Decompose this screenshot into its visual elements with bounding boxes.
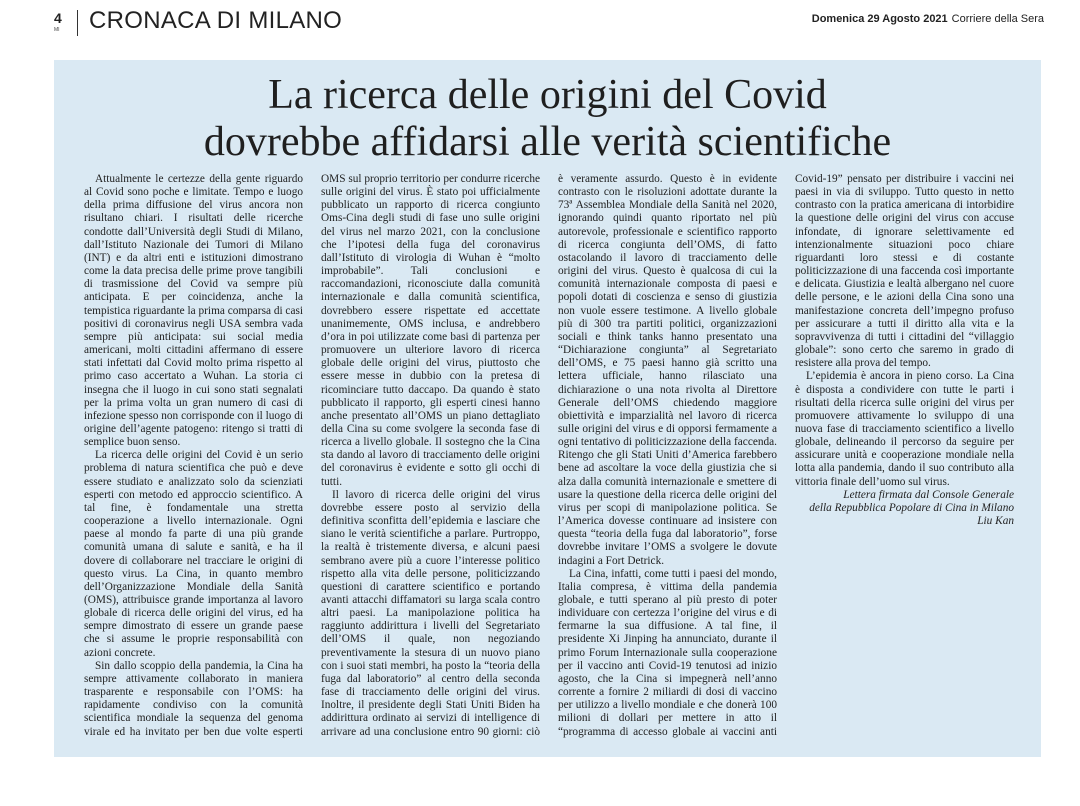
page-number: 4 [54, 10, 62, 26]
header-divider [77, 10, 78, 36]
article-paragraph: La ricerca delle origini del Covid è un serio problema di natura scientifica che può e deve essere studiato e analizzato solo da scienziati esperti con metodo ed approccio scientifico. A tal fine, è fondamentale una stretta cooperazione a livello internazionale. Ogni paese al mondo fa parte di una più grande comunità umana di salute e sanità, e ha il dovere di collaborare nel tracciare le origini di questo virus. La Cina, in quanto membro dell’Organizzazione Mondiale della Sanità (OMS), attribuisce grande importanza al lavoro globale di ricerca delle origini del virus, ed ha sempre dimostrato di essere un grande paese che si assume le proprie responsabilità con azioni concrete. [84, 449, 303, 659]
article-paragraph: Sin dallo scoppio della pandemia, la Cina ha sempre attivamente collaborato in maniera trasparente e responsabile con l’OMS: ha rapidamente condiviso con la comunità scientifica mondiale la sequenza del genoma virale ed ha invitato per ben due volte esperti OMS sul proprio territorio per condurre ricerche sulle origini del virus. È stato poi ufficialmente pubblicato un rapporto di ricerca congiunto Oms-Cina degli studi di fase uno sulle origini del virus nel marzo 2021, con la conclusione che l’ipotesi della fuga del coronavirus dall’Istituto di virologia di Wuhan è “molto improbabile”. Tali conclusioni e raccomandazioni, riconosciute dalla comunità internazionale e dalla comunità scientifica, dovrebbero essere rispettate ed accettate unanimemente, OMS inclusa, e andrebbero d’ora in poi utilizzate come basi di partenza per promuovere un ulteriore lavoro di ricerca globale delle origini del virus, piuttosto che essere messe in dubbio con la pretesa di ricominciare tutto daccapo. Da quando è stato pubblicato il rapporto, gli esperti cinesi hanno anche presentato all’OMS un piano dettagliato della Cina su come svolgere la seconda fase di ricerca a livello globale. Il sostegno che la Cina sta dando al lavoro di tracciamento delle origini del coronavirus è evidente e sotto gli occhi di tutti. [84, 173, 540, 738]
article-signature [795, 489, 1014, 528]
headline-line-2: dovrebbe affidarsi alle verità scientifiche [203, 119, 892, 165]
article-paragraph: Il lavoro di ricerca delle origini del virus dovrebbe essere posto al servizio della definitiva sconfitta dell’epidemia e lasciare che siano le verità scientifiche a parlare. Purtroppo, la realtà è tristemente diversa, e alcuni paesi sembrano avere più a cuore l’interesse politico rispetto alla vita delle persone, politicizzando questioni di carattere scientifico e portando avanti attacchi diffamatori su larga scala contro altri paesi. La manipolazione politica ha raggiunto addirittura i livelli del Segretariato dell’OMS il quale, non negoziando preventivamente la stesura di un nuovo piano con i suoi stati membri, ha posto la “teoria della fuga dal laboratorio” al centro della seconda fase di tracciamento delle origini del virus. Inoltre, il presidente degli Stati Uniti Biden ha addirittura ordinato ai servizi di intelligence di arrivare ad una conclusione entro 90 giorni: ciò è veramente assurdo. Questo è in evidente contrasto con le risoluzioni adottate durante la 73ª Assemblea Mondiale della Sanità nel 2020, ignorando quindi quanto riportato nel più autorevole, professionale e scientifico rapporto di ricerca congiunta dell’OMS, di fatto ostacolando il lavoro di tracciamento delle origini del virus. Questo è qualcosa di cui la comunità internazionale composta di paesi e popoli dotati di coscienza e senso di giustizia non vuole essere testimone. A livello globale più di 300 tra partiti politici, organizzazioni sociali e think tanks hanno presentato una “Dichiarazione congiunta” al Segretariato dell’OMS, e 75 paesi hanno già scritto una lettera ufficiale, hanno rilasciato una dichiarazione o una nota rivolta al Direttore Generale dell’OMS chiedendo maggiore obiettività e imparzialità nel lavoro di ricerca sulle origini del virus e di opporsi fermamente a ogni tentativo di politicizzazione della faccenda. Ritengo che gli Stati Uniti d’America farebbero bene ad ascoltare la voce della giustizia che si alza dalla comunità internazionale e smettere di usare la questione della ricerca delle origini del virus per scopi di manipolazione politica. Se l’America dovesse continuare ad insistere con questa “teoria della fuga dal laboratorio”, forse dovrebbe invitare l’OMS a svolgere le dovute indagini a Fort Detrick. [321, 173, 777, 738]
page-marker: MI [54, 27, 60, 33]
article-body [84, 173, 1014, 749]
signature-line-1: Lettera firmata dal Console Generale [843, 488, 1014, 501]
section-title: CRONACA DI MILANO [89, 7, 343, 34]
article-paragraph: L’epidemia è ancora in pieno corso. La Cina è disposta a condividere con tutte le parti i risultati della ricerca sulle origini del virus per promuovere attivamente lo sviluppo di una nuova fase di tracciamento scientifico a livello globale, delineando il percorso da seguire per assicurare unità e cooperazione mondiale nella lotta alla pandemia, dando il suo contributo alla vittoria finale dell’uomo sul virus. [795, 370, 1014, 488]
signature-line-2: della Repubblica Popolare di Cina in Milano [809, 501, 1014, 514]
article-headline [54, 72, 1041, 166]
article-paragraph: La Cina, infatti, come tutti i paesi del mondo, Italia compresa, è vittima della pandemia globale, e tutti sperano al più presto di poter individuare con certezza l’origine del virus e di fermarne la sua diffusione. A tal fine, il presidente Xi Jinping ha annunciato, durante il primo Forum Internazionale sulla cooperazione per il vaccino anti Covid-19 tenutosi ad inizio agosto, che la Cina si impegnerà nell’anno corrente a fornire 2 miliardi di dosi di vaccino per utilizzo a livello mondiale e che donerà 100 milioni di dollari per mettere in atto il “programma di accesso globale ai vaccini anti Covid-19” pensato per distribuire i vaccini nei paesi in via di sviluppo. Tutto questo in netto contrasto con la pratica americana di intorbidire la questione delle origini del virus con accuse infondate, di ignorare selettivamente ed intenzionalmente situazioni poco chiare riguardanti loro stessi e di costante politicizzazione di una faccenda così importante e delicata. Giustizia e lealtà albergano nel cuore delle persone, e le azioni della Cina sono una manifestazione concreta dell’impegno profuso per assicurare a tutti il diritto alla vita e la sopravvivenza di tutti i cittadini del “villaggio globale”: sono certo che saremo in grado di resistere alla prova del tempo. [558, 173, 1014, 738]
issue-date: Domenica 29 Agosto 2021 [811, 13, 948, 25]
headline-line-1: La ricerca delle origini del Covid [268, 72, 827, 118]
article-paragraph: Attualmente le certezze della gente riguardo al Covid sono poche e limitate. Tempo e luogo della prima diffusione del virus ancora non risultano chiari. I risultati delle ricerche condotte dall’Università degli Studi di Milano, dall’Istituto Nazionale dei Tumori di Milano (INT) e da altri enti e istituzioni dimostrano come la data precisa delle prime prove tangibili di trasmissione del Covid va sempre più anticipata. E per coincidenza, anche la tempistica riguardante la prima comparsa di casi positivi di coronavirus negli USA sembra vada sempre più anticipata: sui social media americani, molti cittadini affermano di essere stati infettati dal Covid molto prima rispetto al primo caso accertato a Wuhan. La storia ci insegna che il luogo in cui sono stati segnalati per la prima volta un gran numero di casi di infezione spesso non corrisponde con il luogo di origine dell’agente patogeno: ritengo si tratti di semplice buon senso. [84, 173, 303, 449]
article-panel [54, 60, 1041, 757]
page-header [0, 0, 1080, 44]
dateline [812, 13, 1044, 25]
signature-name: Liu Kan [977, 515, 1014, 528]
newspaper-name: Corriere della Sera [951, 13, 1044, 25]
